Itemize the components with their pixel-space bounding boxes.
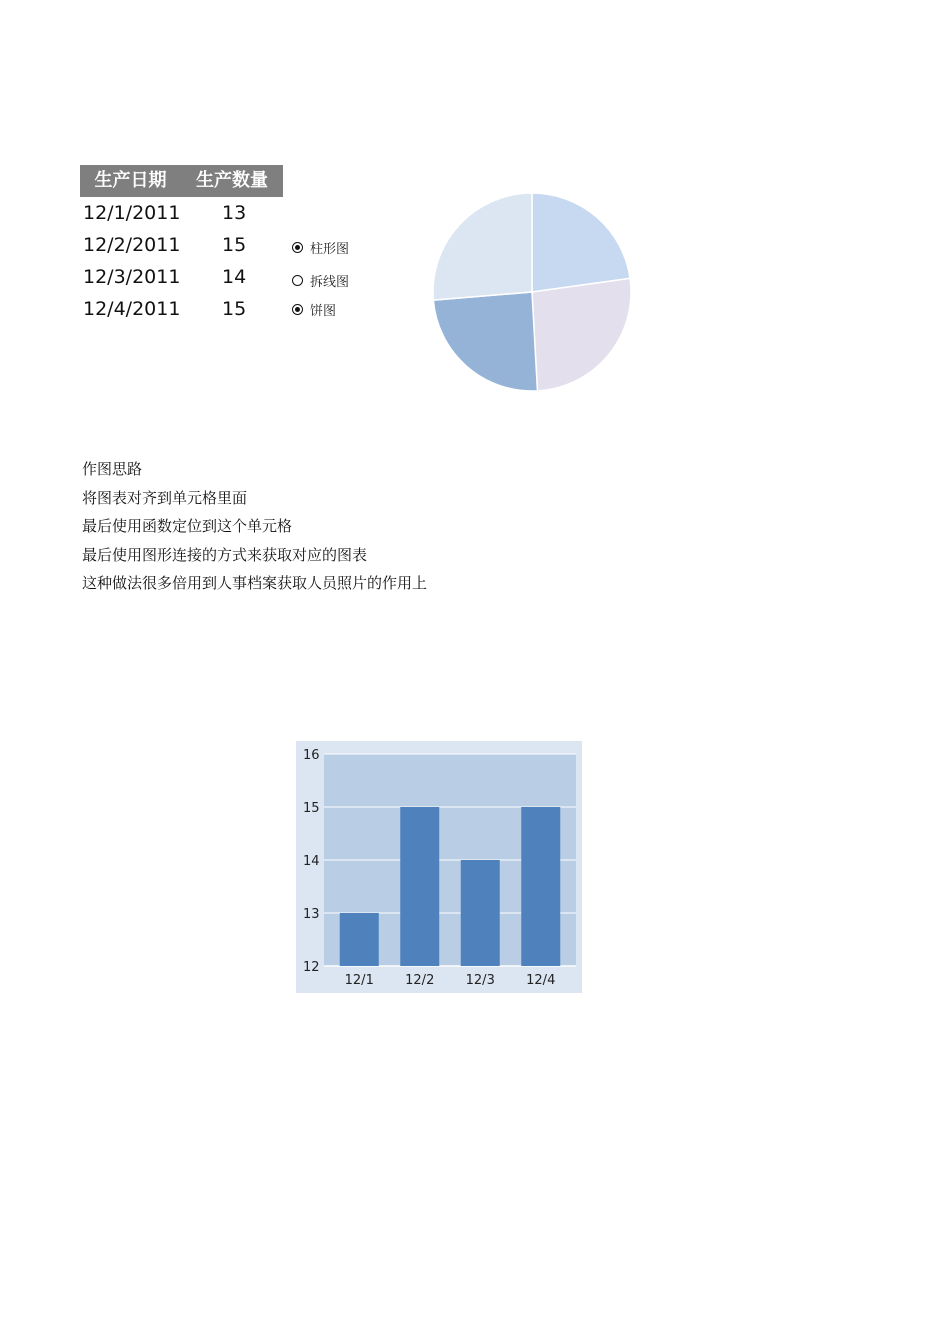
note-line: 将图表对齐到单元格里面 xyxy=(82,488,248,507)
quantity-cell: 13 xyxy=(222,202,247,224)
y-tick-label: 13 xyxy=(303,907,320,922)
table-row xyxy=(80,229,283,261)
bar-chart xyxy=(296,741,582,993)
radio-indicator[interactable] xyxy=(292,304,303,315)
header-quantity: 生产数量 xyxy=(196,170,268,191)
x-tick-label: 12/2 xyxy=(405,973,435,988)
pie-slice-12/3 xyxy=(433,292,537,391)
date-cell: 12/3/2011 xyxy=(83,266,181,288)
x-tick-label: 12/4 xyxy=(526,973,556,988)
x-tick-label: 12/1 xyxy=(344,973,374,988)
note-line: 最后使用函数定位到这个单元格 xyxy=(82,517,293,536)
x-tick-label: 12/3 xyxy=(465,973,495,988)
table-row xyxy=(80,293,283,325)
header-date: 生产日期 xyxy=(94,170,167,191)
y-tick-label: 14 xyxy=(303,854,320,869)
bar-12/3 xyxy=(461,860,500,966)
quantity-cell: 15 xyxy=(222,298,247,320)
y-tick-label: 15 xyxy=(303,801,320,816)
date-cell: 12/2/2011 xyxy=(83,234,181,256)
radio-line-chart[interactable] xyxy=(292,271,349,290)
radio-indicator[interactable] xyxy=(292,275,303,286)
table-row xyxy=(80,197,283,229)
y-tick-label: 16 xyxy=(303,748,320,763)
pie-slice-12/1 xyxy=(532,193,630,292)
production-table xyxy=(80,165,283,325)
notes xyxy=(82,455,427,598)
radio-indicator[interactable] xyxy=(292,242,303,253)
pie-chart xyxy=(430,188,635,398)
date-cell: 12/4/2011 xyxy=(83,298,181,320)
table-header xyxy=(80,165,283,197)
bar-12/4 xyxy=(521,807,560,966)
radio-label: 拆线图 xyxy=(310,275,350,290)
date-cell: 12/1/2011 xyxy=(83,202,181,224)
table-row xyxy=(80,261,283,293)
note-line: 作图思路 xyxy=(82,460,143,478)
pie-slice-12/2 xyxy=(532,278,631,390)
radio-label: 饼图 xyxy=(310,304,337,319)
quantity-cell: 14 xyxy=(222,266,247,288)
pie-slice-12/4 xyxy=(433,193,532,300)
bar-12/2 xyxy=(400,807,439,966)
radio-label: 柱形图 xyxy=(310,242,350,257)
bar-12/1 xyxy=(340,913,379,966)
note-line: 这种做法很多倍用到人事档案获取人员照片的作用上 xyxy=(82,574,428,593)
radio-pie-chart[interactable] xyxy=(292,300,336,319)
note-line: 最后使用图形连接的方式来获取对应的图表 xyxy=(82,545,368,564)
y-tick-label: 12 xyxy=(303,960,320,975)
radio-bar-chart[interactable] xyxy=(292,238,349,257)
quantity-cell: 15 xyxy=(222,234,247,256)
